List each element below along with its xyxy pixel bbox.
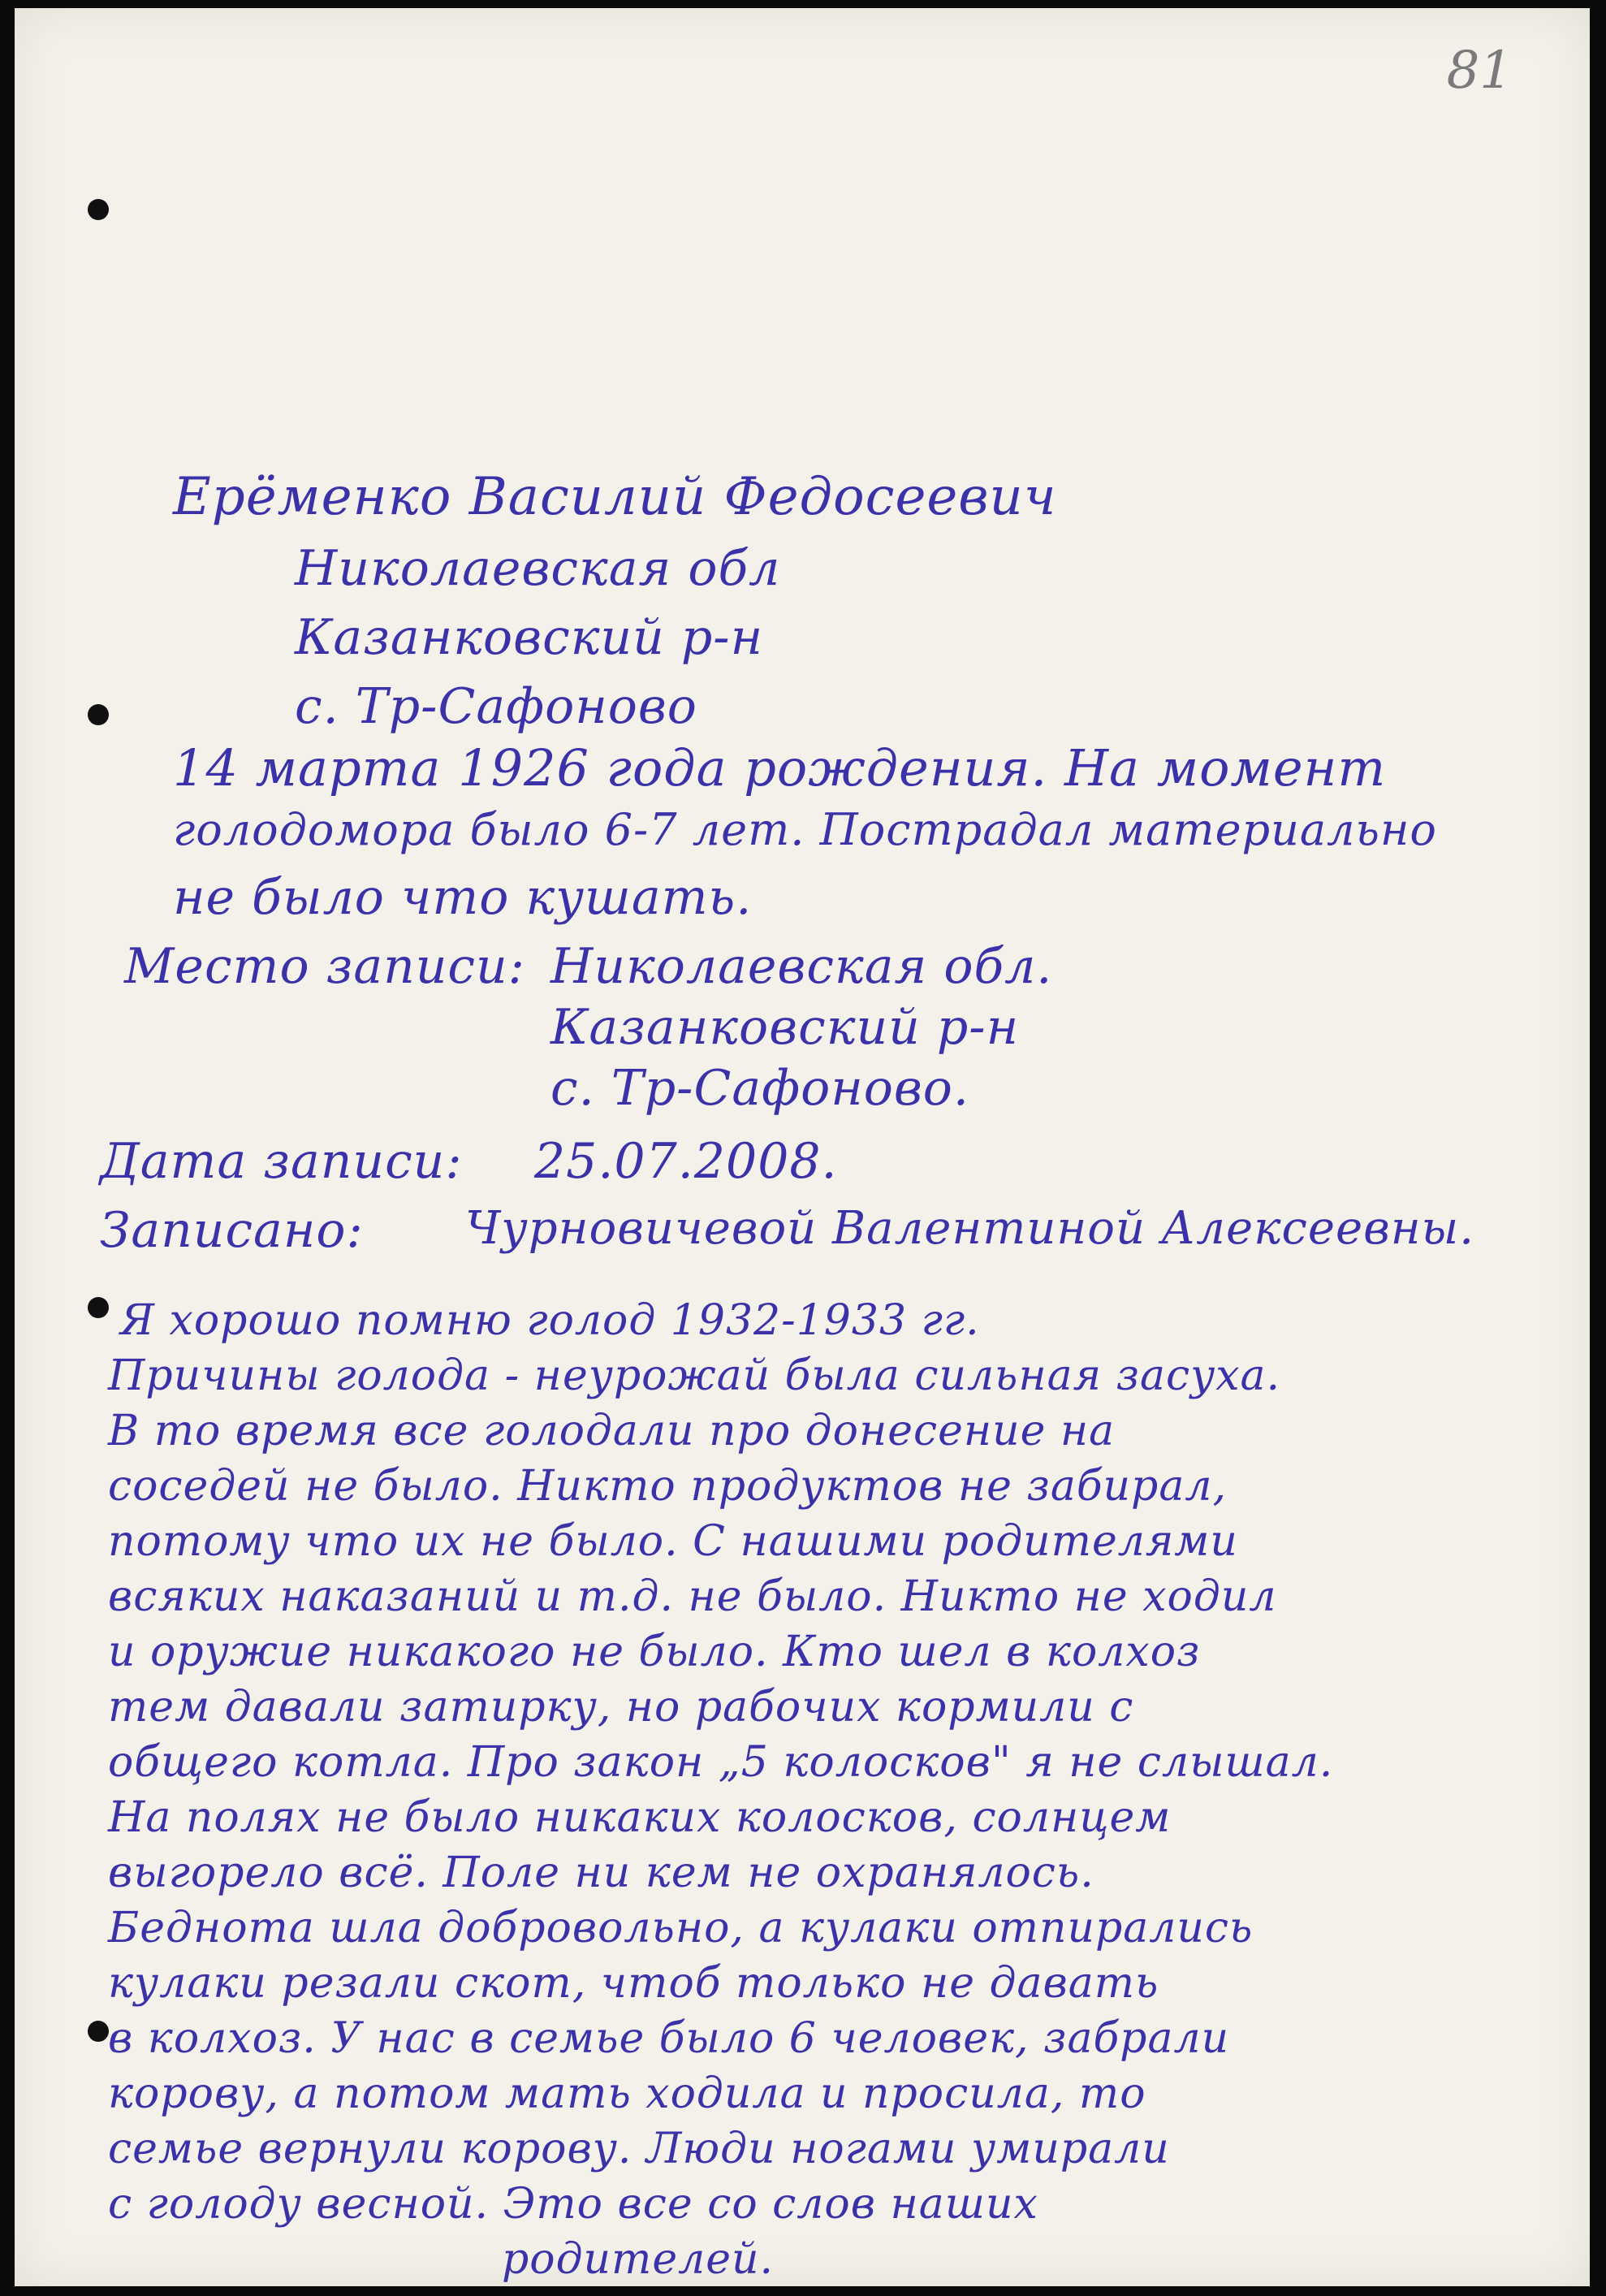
place-label: Место записи: [124, 938, 525, 995]
testimony-line: корову, а потом мать ходила и просила, то [108, 2069, 1146, 2118]
date-label: Дата записи: [100, 1133, 463, 1190]
handwritten-text [15, 8, 1590, 2286]
testimony-line: потому что их не было. С нашими родителями [108, 1517, 1238, 1566]
place-line: Николаевская обл. [550, 938, 1053, 995]
informant-village: с. Тр-Сафоново [295, 678, 697, 735]
page-number: 81 [1446, 41, 1513, 101]
testimony-line: На полях не было никаких колосков, солнцем [108, 1793, 1172, 1842]
testimony-line: с голоду весной. Это все со слов наших [108, 2180, 1038, 2229]
testimony-line: В то время все голодали про донесение на [108, 1407, 1116, 1455]
date-value: 25.07.2008. [534, 1133, 838, 1190]
informant-district: Казанковский р-н [295, 609, 764, 666]
recorded-label: Записано: [100, 1202, 364, 1259]
testimony-line: выгорело всё. Поле ни кем не охранялось. [108, 1848, 1094, 1897]
place-line: Казанковский р-н [550, 999, 1020, 1056]
testimony-line: Я хорошо помню голод 1932-1933 гг. [120, 1296, 980, 1345]
testimony-line: тем давали затирку, но рабочих кормили с [108, 1683, 1134, 1732]
testimony-line: соседей не было. Никто продуктов не забирал, [108, 1462, 1227, 1511]
testimony-line: семье вернули корову. Люди ногами умирали [108, 2125, 1170, 2173]
testimony-line: Беднота шла добровольно, а кулаки отпирались [108, 1904, 1254, 1952]
informant-name: Ерёменко Василий Федосеевич [173, 467, 1057, 527]
testimony-line: всяких наказаний и т.д. не было. Никто не ходил [108, 1572, 1277, 1621]
testimony-line: общего котла. Про закон „5 колосков" я не слышал. [108, 1738, 1334, 1787]
intro-line: не было что кушать. [173, 869, 753, 926]
testimony-line: и оружие никакого не было. Кто шел в колхоз [108, 1628, 1201, 1676]
testimony-line: Причины голода - неурожай была сильная засуха. [108, 1351, 1281, 1400]
document-page [15, 8, 1590, 2286]
testimony-line: кулаки резали скот, чтоб только не давать [108, 1959, 1159, 2008]
testimony-line: родителей. [502, 2235, 775, 2284]
place-line: с. Тр-Сафоново. [550, 1060, 969, 1117]
recorded-value: Чурновичевой Валентиной Алексеевны. [465, 1202, 1475, 1255]
testimony-line: в колхоз. У нас в семье было 6 человек, забрали [108, 2014, 1230, 2063]
intro-line: голодомора было 6-7 лет. Пострадал материально [173, 804, 1437, 855]
informant-region: Николаевская обл [295, 540, 781, 597]
intro-line: 14 марта 1926 года рождения. На момент [173, 738, 1387, 798]
